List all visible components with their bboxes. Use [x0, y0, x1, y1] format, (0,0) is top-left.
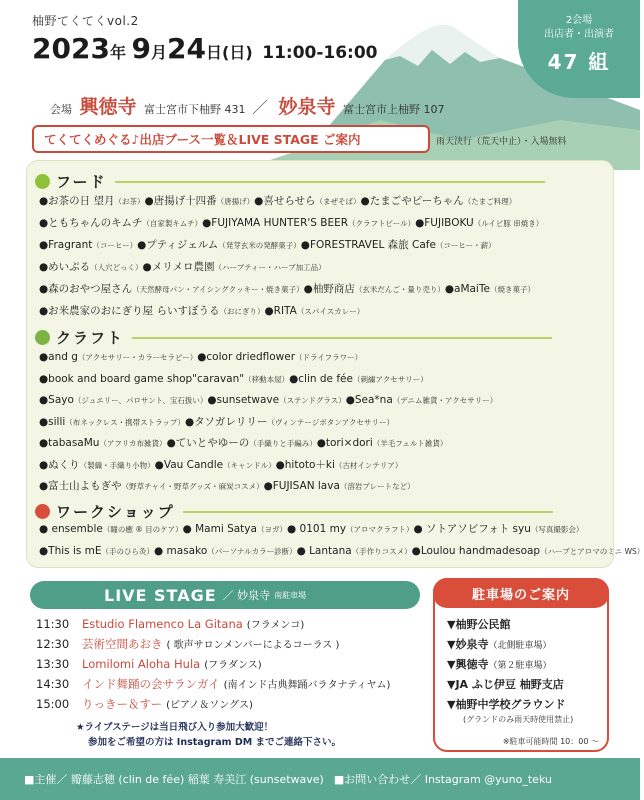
booth-name: ● Lantana: [296, 545, 352, 557]
booth-name: ●めいぷる: [39, 261, 91, 273]
booth-category: （刺繍アクセサリー）: [352, 374, 428, 384]
booth-name: ●aMaiTe: [444, 283, 490, 295]
live-item: [36, 615, 304, 635]
performance-genre: (フラメンコ): [246, 620, 305, 631]
parking-rain-note: (グランドのみ雨天時使用禁止): [463, 715, 574, 724]
craft-section-heading: クラフト: [35, 327, 552, 348]
booth-category: （たまご料理）: [463, 197, 517, 206]
booth-category: （デニム雑貨・アクセサリー）: [392, 396, 498, 405]
parking-time: ※駐車可能時間 10：00 ～: [502, 737, 599, 746]
booth-name: ●ぬくり: [39, 458, 80, 471]
booth-name: ●sunsetwave: [207, 394, 280, 406]
booth-name: ●Fragrant: [39, 239, 93, 251]
venue2-name: 妙泉寺: [278, 96, 336, 118]
contact: ■お問い合わせ／ Instagram @yuno_teku: [333, 773, 552, 786]
booth-name: ●RITA: [264, 305, 297, 317]
workshop-section-heading: ワークショップ: [35, 501, 553, 522]
booth-category: （羊毛フェルト雑貨）: [372, 439, 448, 448]
live-note: ★ライブステージは当日飛び入り参加大歓迎！ 参加をご希望の方は Instagram DM までご連絡下さい。: [76, 722, 341, 748]
parking-location: ▼JA ふじ伊豆 柚野支店: [447, 678, 564, 691]
parking-info: [433, 578, 609, 752]
booth-category: （古材インテリア）: [334, 460, 403, 470]
booth-category: （唐揚げ）: [216, 197, 255, 206]
booth-row: [39, 543, 644, 560]
venue1-address: 富士宮市下柚野 431: [144, 103, 246, 116]
booth-name: ●clin de fée: [289, 372, 353, 385]
booth-name: ●森のおやつ屋さん: [39, 283, 133, 295]
booth-category: （焼き菓子）: [489, 285, 535, 294]
booth-name: ●柚野商店: [303, 283, 355, 295]
performer-name: インド舞踊の会サランガイ: [82, 677, 220, 691]
leaf-dot-icon: [35, 330, 50, 345]
booth-category: （アフリカ布雑貨）: [99, 439, 167, 448]
booth-name: ● ソトアソビフォト syu: [413, 523, 531, 535]
section-divider: [132, 337, 552, 339]
booth-category: （ドライフラワー）: [295, 353, 363, 362]
live-time: 11:30: [36, 617, 70, 631]
booth-row: [39, 478, 607, 495]
booth-category: （ジュエリー、パロサント、宝石扱い）: [73, 396, 208, 405]
booth-name: ●お米農家のおにぎり屋 らいすぼうる: [39, 305, 220, 317]
booth-category: （キャンドル）: [223, 460, 276, 470]
booth-name: ●Loulou handmadesoap: [411, 545, 541, 557]
booth-category: （ルイビ豚 串焼き）: [473, 219, 544, 228]
booth-row: [39, 303, 607, 320]
booth-name: ●hitoto＋ki: [275, 458, 335, 471]
booth-category: （ヴィンテージボタンアクセサリー）: [267, 417, 395, 427]
booth-category: （パーソナルカラー診断）: [207, 547, 297, 556]
parking-location: ▼興徳寺（第２駐車場）: [447, 658, 552, 671]
guide-banner: てくてくめぐる♪出店ブース一覧＆LIVE STAGE ご案内: [32, 125, 430, 153]
booth-category: （まぜそば）: [315, 197, 361, 206]
booth-category: （アロマクラフト）: [346, 525, 414, 534]
rain-note: 雨天決行（荒天中止）・入場無料: [436, 137, 567, 147]
performance-genre: (ピアノ＆ソングス): [166, 700, 253, 711]
parking-location: ▼柚野公民館: [447, 618, 511, 631]
live-item: [36, 655, 262, 675]
booth-name: ●tori×dori: [316, 437, 373, 449]
booth-row: [39, 457, 607, 474]
booth-row: [39, 237, 607, 254]
booth-category: （クラフトビール）: [348, 219, 416, 228]
booth-category: （製織・手織り小物）: [79, 460, 155, 470]
live-item: [36, 695, 253, 715]
event-volume: 柚野てくてくvol.2: [32, 14, 139, 28]
booth-row: [39, 193, 607, 210]
booth-name: ● Mami Satya: [182, 523, 257, 535]
performer-name: 芸術空間あおき: [82, 637, 163, 651]
booth-name: ● ensemble: [39, 523, 103, 535]
booth-row: [39, 215, 607, 232]
venue1-name: 興徳寺: [79, 96, 137, 118]
booth-name: ●book and board game shop"caravan": [39, 372, 245, 385]
performer-name: りっきー＆すー: [82, 697, 163, 711]
booth-category: （手のひら灸）: [101, 547, 155, 556]
performer-name: Lomilomi Aloha Hula: [82, 657, 201, 671]
booth-name: ●メリメロ農園: [142, 261, 215, 273]
booth-category: （布ネックレス・携帯ストラップ）: [65, 417, 186, 427]
performance-genre: ( 歌声サロンメンバーによるコーラス ): [166, 640, 340, 651]
booth-name: ●This is mE: [39, 545, 102, 557]
booth-name: ●Sayo: [39, 394, 74, 406]
booth-name: ●たまごやピーちゃん: [360, 195, 464, 207]
booth-name: ●Sea*na: [345, 394, 393, 406]
booth-name: ● 0101 my: [287, 523, 347, 535]
booth-category: （手作りコスメ）: [351, 547, 412, 556]
booth-name: ●富士山よもぎや: [39, 480, 122, 492]
booth-name: ●プティジェルム: [137, 239, 219, 251]
booth-row: [39, 349, 607, 366]
booth-name: ●tabasaMu: [39, 437, 100, 449]
booth-name: ●喜せらせら: [254, 195, 316, 207]
booth-category: （コーヒー）: [92, 241, 138, 250]
participant-count-badge: 2会場 出店者・出演者 47 組: [518, 0, 640, 98]
live-time: 14:30: [36, 677, 70, 691]
booth-category: （瞳の癒 ® 目のケア）: [102, 525, 183, 534]
section-divider: [115, 181, 545, 183]
footer: [0, 758, 640, 800]
booth-name: ● masako: [154, 545, 208, 557]
booth-name: ●color driedflower: [197, 351, 296, 363]
booth-category: （自家製キムチ）: [142, 219, 203, 228]
live-time: 15:00: [36, 697, 70, 711]
booth-row: [39, 371, 607, 388]
live-time: 12:30: [36, 637, 70, 651]
performer-name: Estudio Flamenco La Gitana: [82, 617, 243, 631]
booth-name: ●ていとやゆーの: [166, 437, 250, 449]
live-time: 13:30: [36, 657, 70, 671]
booth-name: ●タソガレリリー: [185, 415, 268, 428]
booth-row: [39, 281, 607, 298]
booth-row: [39, 414, 607, 431]
booth-name: ●唐揚げ十四番: [144, 195, 217, 207]
leaf-dot-icon: [35, 174, 50, 189]
food-section-heading: フード: [35, 171, 545, 192]
booth-row: [39, 259, 607, 276]
booth-category: （ステンドグラス）: [279, 396, 346, 405]
parking-location: ▼妙泉寺（北側駐車場）: [447, 638, 552, 651]
event-time: 11:00-16:00: [262, 43, 378, 63]
booth-name: ●silli: [39, 415, 66, 428]
booth-category: （アクセサリー・カラーセラピー）: [77, 353, 198, 362]
venue2-address: 富士宮市上柚野 107: [343, 103, 445, 116]
section-divider: [183, 511, 553, 513]
performance-genre: (フラダンス): [204, 660, 262, 671]
performance-genre: (南インド古典舞踊バラタナティヤム): [223, 680, 391, 691]
live-item: [36, 675, 390, 695]
organizer: ■主催／ 瓣藤志穂 (clin de fée) 稲葉 寿美江 (sunsetwave): [24, 773, 324, 786]
booth-category: （手織りと手編み）: [249, 439, 317, 448]
venue-line: 会場 興徳寺 富士宮市下柚野 431 ／ 妙泉寺 富士宮市上柚野 107: [50, 96, 445, 118]
booth-category: （玄米だんご・量り売り）: [354, 285, 445, 294]
booth-row: [39, 392, 607, 409]
booth-category: （ハーブティー・ハーブ加工品）: [214, 263, 326, 272]
booth-name: ●ともちゃんのキムチ: [39, 217, 143, 229]
booth-name: ●FORESTRAVEL 森旅 Cafe: [300, 239, 436, 251]
booth-category: （スパイスカレー）: [296, 307, 365, 316]
leaf-dot-icon: [35, 504, 50, 519]
booth-category: （おにぎり）: [219, 307, 265, 316]
booth-name: ●FUJISAN lava: [263, 480, 340, 492]
booth-category: （写真撮影会）: [530, 525, 584, 534]
event-date: 2023年 9月24日(日) 11:00-16:00: [32, 32, 378, 65]
booth-name: ●FUJIBOKU: [415, 217, 474, 229]
booth-category: （移動本屋）: [244, 374, 290, 384]
booth-name: ●and g: [39, 351, 78, 363]
booth-category: （ヨガ）: [256, 525, 288, 534]
booth-category: （お茶）: [114, 197, 145, 206]
booth-category: （コーヒー・薪）: [435, 241, 496, 250]
booth-row: [39, 435, 607, 452]
booth-name: ●Vau Candle: [154, 458, 224, 471]
parking-location: ▼柚野中学校グラウンド: [447, 698, 566, 711]
booth-list: [26, 160, 644, 568]
booth-name: ●FUJIYAMA HUNTER'S BEER: [202, 217, 349, 229]
booth-category: （溶岩プレートなど）: [339, 482, 415, 491]
booth-category: （人穴どっく）: [90, 263, 143, 272]
booth-name: ●お茶の日 望月: [39, 195, 115, 207]
booth-category: （発芽玄米の発酵菓子）: [218, 241, 301, 250]
live-stage-heading: LIVE STAGE ／ 妙泉寺 南駐車場: [30, 581, 420, 609]
booth-category: （天然酵母パン・アイシングクッキー・焼き菓子）: [132, 285, 304, 294]
parking-title: 駐車場のご案内: [433, 578, 609, 608]
booth-row: [39, 521, 607, 538]
live-item: [36, 635, 339, 655]
booth-category: （野草チャイ・野草グッズ・麻炭コスメ）: [121, 482, 264, 491]
booth-category: （ハーブとアロマのミニ WS）: [540, 547, 644, 556]
